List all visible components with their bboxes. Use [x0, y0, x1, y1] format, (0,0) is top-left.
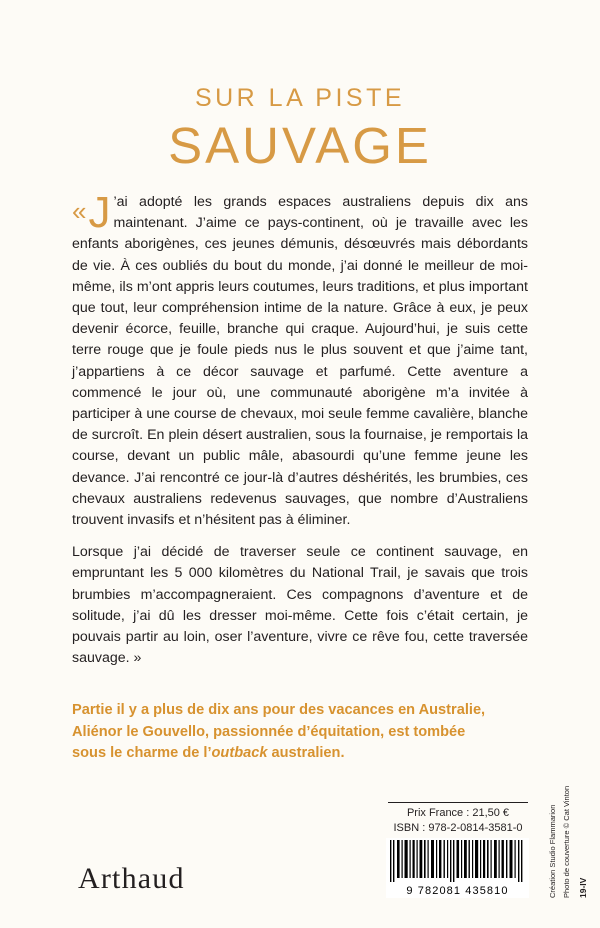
blurb-line-3-start: sous le charme de l’: [72, 745, 212, 761]
barcode-number: 9 782081 435810: [406, 885, 509, 897]
open-quote-mark: «: [72, 196, 87, 226]
title-line-2: SAUVAGE: [168, 117, 432, 174]
title-block: [0, 0, 600, 173]
blurb-line-1: Partie il y a plus de dix ans pour des vacances en Australie,: [72, 702, 486, 718]
quote-paragraph-1: ’ai adopté les grands espaces australiens depuis dix ans maintenant. J’aime ce pays-continent, où je travaille avec les enfants aborigènes, ces jeunes démunis, désœuvrés mais débordants de vie. À ces oubliés du bout du monde, j’ai donné le meilleur de moi-même, ils m’ont appris leurs coutumes, leurs traditions, et plus important que tout, leur compréhension intime de la nature. Grâce à eux, je peux devenir écorce, feuille, branche qui craque. Aujourd’hui, je suis cette terre rouge que je foule pieds nus le plus souvent et que j’aime tant, j’appartiens à ce décor sauvage et parfumé. Cette aventure a commencé le jour où, une communauté aborigène m’a invitée à participer à une course de chevaux, moi seule femme cavalière, blanche de surcroît. En plein désert australien, sous la fournaise, je remportais la course, devant un public mâle, abasourdi qu’une femme jeune les devance. J’ai rencontré ce jour-là d’autres déshérités, les brumbies, ces chevaux australiens redevenus sauvages, que nombre d’Australiens trouvent invasifs et n’hésitent pas à éliminer.: [72, 194, 528, 529]
drop-cap-letter: J: [88, 188, 111, 237]
isbn-label: ISBN : 978-2-0814-3581-0: [393, 822, 523, 834]
quote-paragraph-1-wrapper: [72, 188, 528, 531]
barcode: [386, 838, 529, 898]
blurb-line-2: Aliénor le Gouvello, passionnée d’équitation, est tombée: [72, 723, 466, 740]
publisher-logo: Arthaud: [78, 862, 185, 895]
back-cover-text: [72, 188, 528, 669]
author-blurb: [72, 700, 528, 765]
title-line-1: SUR LA PISTE: [194, 84, 406, 112]
quote-paragraph-2: Lorsque j’ai décidé de traverser seule ce continent sauvage, en empruntant les 5 000 kilomètres du National Trail, je savais que trois brumbies m’accompagneraient. Ces compagnons d’aventure et de solitude, j’ai dû les dresser moi-même. Cette fois c’était certain, je pouvais partir au loin, oser l’aventure, vivre ce rêve fou, cette traversée sauvage. »: [72, 544, 528, 667]
blurb-italic-word: outback: [211, 745, 268, 761]
price-label: Prix France : 21,50 €: [406, 807, 510, 819]
credit-code: 19-IV: [578, 877, 588, 898]
price-box-top-rule: [388, 802, 528, 803]
price-box: [388, 800, 528, 842]
credit-studio: Création Studio Flammarion: [548, 804, 557, 898]
credit-cover-photo: Photo de couverture © Cat Vinton: [562, 785, 571, 898]
blurb-line-3-end: australien.: [267, 745, 345, 761]
barcode-bars-icon: [386, 838, 529, 884]
